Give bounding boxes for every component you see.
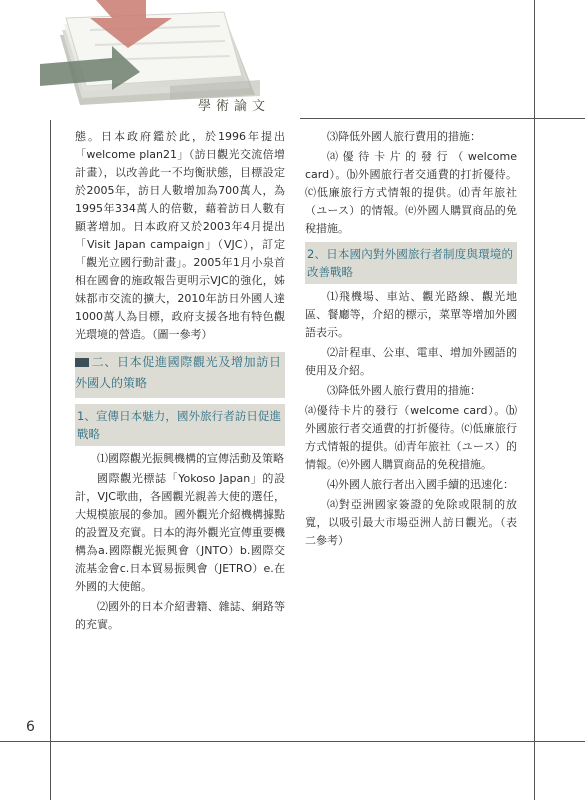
item-title: ⑴國際觀光振興機構的宣傳活動及策略 <box>97 452 284 465</box>
subsection-heading: 2、日本國內對外國旅行者制度與環境的改善戰略 <box>305 242 517 284</box>
section-heading-text: 二、日本促進國際觀光及增加訪日外國人的策略 <box>75 355 281 390</box>
section-label: 學術論文 <box>198 99 271 114</box>
body-paragraph: ⒜優待卡片的發行（welcome card）。⒝外國旅行者交通費的打折優待。⒞低廉旅行方式情報的提供。⒟青年旅社（ユース）的情報。⒠外國人購買商品的免稅措施。 <box>305 404 517 471</box>
left-column <box>75 128 285 636</box>
section-heading <box>75 352 285 398</box>
item-title: ⑷外國人旅行者出入國手續的迅速化： <box>327 478 514 491</box>
page-number: 6 <box>26 719 35 735</box>
subsection-heading: 1、宣傳日本魅力，國外旅行者訪日促進戰略 <box>75 404 285 446</box>
body-paragraph: ⒜對亞洲國家簽證的免除或限制的放寬，以吸引最大市場亞洲人訪日觀光。（表二參考） <box>305 498 517 547</box>
right-column <box>305 128 517 552</box>
heading-marker-icon <box>75 358 89 367</box>
body-paragraph: 態。日本政府鑑於此，於1996年提出「welcome plan21」（訪日觀光交流倍增計畫），以改善此一不均衡狀態，目標設定於2005年，訪日人數增加為700萬人，為1995年334萬人的倍數，藉着訪日人數有顯著增加。日本政府又於2003年4月提出「Visit Japan campaign」（VJC），訂定「觀光立國行動計畫」。2005年1月小泉首相在國會的施政報告更明示VJC的強化，姊妹都市交流的擴大，2010年訪日外國人達1000萬人為目標，政府支援各地有特色觀光環境的營造。（圖一參考） <box>75 130 285 341</box>
item-title: ⑶降低外國人旅行費用的措施： <box>327 384 481 397</box>
body-paragraph: 國際觀光標誌「Yokoso Japan」的設計，VJC歌曲，各國觀光親善大使的選任，大規模旅展的參加。國外觀光介紹機構據點的設置及充實。日本的海外觀光宣傳重要機構為a.國際觀光振興會（JNTO）b.國際交流基金會c.日本貿易振興會（JETRO）e.在外國的大使館。 <box>75 472 285 593</box>
body-paragraph: ⒜優待卡片的發行（welcome card）。⒝外國旅行者交通費的打折優待。⒞低廉旅行方式情報的提供。⒟青年旅社（ユース）的情報。⒠外國人購買商品的免稅措施。 <box>305 150 517 235</box>
item-text: ⑴飛機場、車站、觀光路線、觀光地區、餐廳等，介紹的標示，菜單等增加外國語表示。 <box>305 290 517 339</box>
crop-line-left <box>50 0 51 800</box>
crop-line-bottom <box>0 741 585 742</box>
item-title: ⑵國外的日本介紹書籍、雜誌、網路等的充實。 <box>75 600 285 631</box>
item-text: ⑵計程車、公車、電車、增加外國語的使用及介紹。 <box>305 346 517 377</box>
item-title: ⑶降低外國人旅行費用的措施： <box>327 130 481 143</box>
crop-line-right <box>534 0 535 800</box>
